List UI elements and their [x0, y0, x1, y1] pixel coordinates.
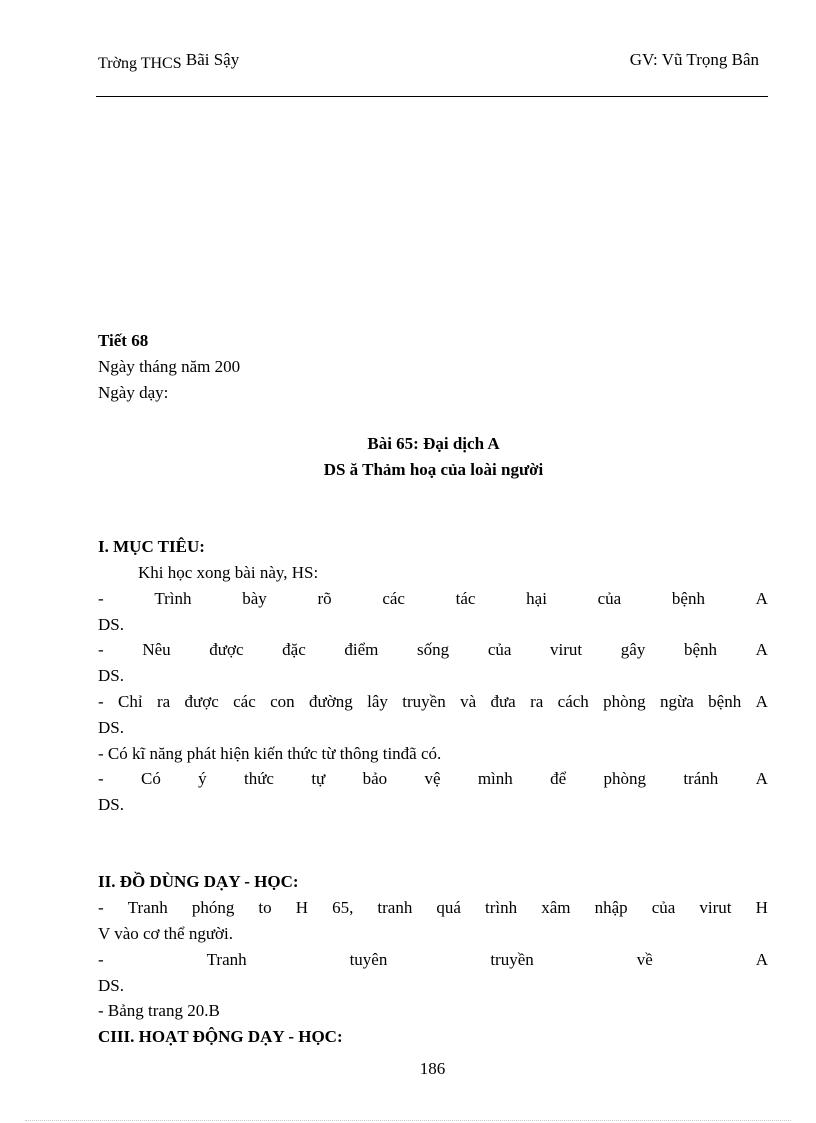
word: bệnh [683, 640, 718, 659]
teach-day: Ngày dạy: [98, 383, 169, 402]
word: của [597, 589, 622, 608]
word: phóng [191, 898, 235, 917]
word: truyền [402, 692, 446, 711]
header-school [98, 50, 239, 71]
word: điểm [344, 640, 379, 659]
material-item [98, 898, 768, 918]
word: quá [436, 898, 461, 917]
objective-item-tail: DS. [98, 795, 124, 814]
header-school-prefix: Trờng THCS [98, 55, 182, 72]
material-item-tail: V vào cơ thể người. [98, 924, 233, 943]
objectives-intro: Khi học xong bài này, HS: [138, 563, 319, 582]
word: bệnh [671, 589, 705, 608]
word: rõ [317, 589, 332, 608]
section-objectives-heading: I. MỤC TIÊU: [98, 537, 205, 556]
word: phòng [603, 692, 646, 711]
word: thức [244, 769, 274, 788]
word: - [98, 898, 104, 917]
word: virut [550, 640, 583, 659]
header-rule [96, 96, 768, 97]
word: hại [526, 589, 547, 608]
lesson-title-1: Bài 65: Đại dịch A [367, 434, 500, 453]
objective-item [98, 640, 768, 660]
objective-item-tail: DS. [98, 615, 124, 634]
word: cách [557, 692, 589, 711]
word: Nêu [142, 640, 171, 659]
objective-item-tail: DS. [98, 666, 124, 685]
word: của [487, 640, 512, 659]
period-label: Tiết 68 [98, 331, 149, 350]
word: H [755, 898, 768, 917]
word: vệ [424, 769, 441, 788]
word: - [98, 769, 104, 788]
word: về [636, 950, 653, 969]
word: H [295, 898, 308, 917]
word: ra [530, 692, 544, 711]
objective-item [98, 589, 768, 609]
lesson-title-2: DS ă Thảm hoạ của loài người [323, 460, 544, 479]
word: truyền [490, 950, 534, 969]
word: trình [485, 898, 518, 917]
word: bày [242, 589, 267, 608]
word: tuyên [349, 950, 388, 969]
word: được [209, 640, 244, 659]
word: 65, [332, 898, 354, 917]
word: đường [309, 692, 353, 711]
objective-item: - Có kĩ năng phát hiện kiến thức từ thông tinđã có. [98, 744, 442, 763]
word: bảo [362, 769, 388, 788]
word: tự [311, 769, 326, 788]
word: để [550, 769, 567, 788]
word: - [98, 950, 104, 969]
word: các [233, 692, 256, 711]
word: Tranh [206, 950, 247, 969]
section-activities-heading: CIII. HOẠT ĐỘNG DẠY - HỌC: [98, 1027, 343, 1046]
word: gây [620, 640, 646, 659]
word: các [382, 589, 405, 608]
material-item [98, 950, 768, 970]
word: A [755, 692, 768, 711]
word: và [460, 692, 477, 711]
word: đưa [490, 692, 516, 711]
word: đặc [282, 640, 306, 659]
word: - [98, 640, 104, 659]
word: Trình [154, 589, 192, 608]
word: nhập [594, 898, 628, 917]
word: ngừa [660, 692, 694, 711]
date-line: Ngày tháng năm 200 [98, 357, 241, 376]
word: A [755, 950, 768, 969]
objective-item [98, 692, 768, 712]
word: của [651, 898, 676, 917]
word: phòng [603, 769, 646, 788]
objective-item [98, 769, 768, 789]
word: ra [156, 692, 171, 711]
objective-item-tail: DS. [98, 718, 124, 737]
material-item-tail: DS. [98, 976, 124, 995]
word: xâm [541, 898, 571, 917]
word: A [755, 769, 768, 788]
word: virut [699, 898, 732, 917]
word: con [270, 692, 295, 711]
word: ý [198, 769, 207, 788]
word: lây [367, 692, 388, 711]
header-teacher: GV: Vũ Trọng Bân [629, 50, 759, 69]
word: Tranh [127, 898, 168, 917]
page-bottom-border [25, 1120, 791, 1121]
word: - [98, 589, 104, 608]
material-item: - Bảng trang 20.B [98, 1001, 220, 1020]
page-number: 186 [419, 1059, 446, 1078]
word: sống [417, 640, 450, 659]
word: mình [477, 769, 513, 788]
word: A [755, 640, 768, 659]
word: tác [455, 589, 476, 608]
word: được [184, 692, 219, 711]
word: A [755, 589, 768, 608]
word: tranh [377, 898, 413, 917]
word: Có [141, 769, 161, 788]
word: to [258, 898, 272, 917]
word: - [98, 692, 104, 711]
section-materials-heading: II. ĐỒ DÙNG DẠY - HỌC: [98, 872, 299, 891]
word: tránh [683, 769, 719, 788]
header-school-name: Bãi Sậy [185, 50, 240, 69]
word: Chỉ [118, 692, 143, 711]
word: bệnh [708, 692, 742, 711]
